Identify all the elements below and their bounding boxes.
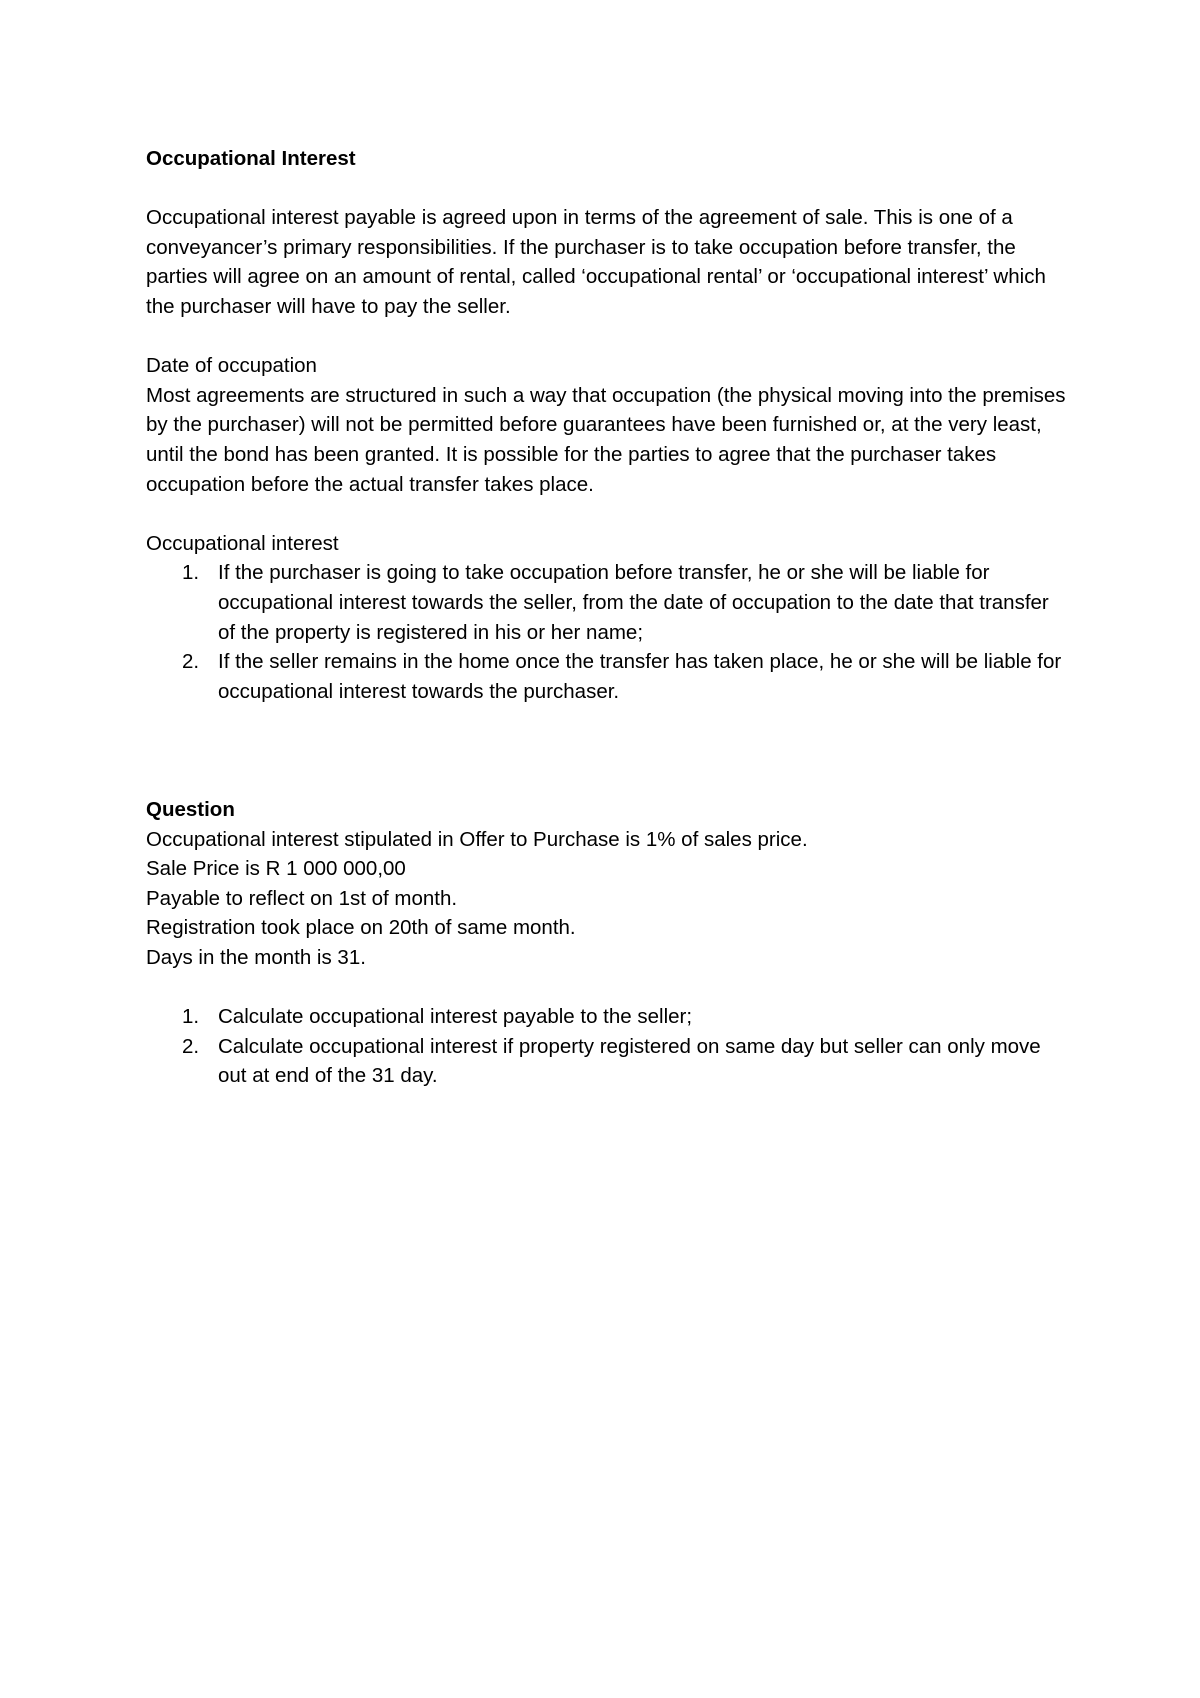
occupational-interest-heading: Occupational interest (146, 531, 339, 555)
task-item-number: 2. (182, 1034, 200, 1058)
list-item (146, 558, 1066, 647)
list-item-number: 1. (182, 561, 200, 585)
question-line: Sale Price is R 1 000 000,00 (146, 857, 406, 881)
task-list (146, 1002, 1066, 1091)
date-of-occupation-heading: Date of occupation (146, 354, 317, 378)
task-item (146, 1002, 1066, 1032)
list-item-text: If the seller remains in the home once the transfer has taken place, he or she will be liable for occupational interest towards the purchaser. (218, 650, 1062, 703)
list-item-number: 2. (182, 650, 200, 674)
task-item (146, 1032, 1066, 1091)
document-title: Occupational Interest (146, 147, 356, 170)
task-item-text: Calculate occupational interest payable to the seller; (218, 1005, 693, 1029)
date-of-occupation-paragraph: Most agreements are structured in such a way that occupation (the physical moving into the premises by the purchaser) will not be permitted before guarantees have been furnished or, at the very least, until the bond has been granted. It is possible for the parties to agree that the purchaser takes occupation before the actual transfer takes place. (146, 383, 1066, 496)
question-heading: Question (146, 798, 235, 822)
question-line: Occupational interest stipulated in Offer to Purchase is 1% of sales price. (146, 827, 808, 851)
occupational-interest-list (146, 558, 1066, 706)
question-line: Days in the month is 31. (146, 946, 366, 970)
list-item (146, 647, 1066, 706)
task-item-number: 1. (182, 1005, 200, 1029)
document-body (146, 144, 1066, 1091)
intro-paragraph: Occupational interest payable is agreed upon in terms of the agreement of sale. This is one of a conveyancer’s primary responsibilities. If the purchaser is to take occupation before transfer, the parties will agree on an amount of rental, called ‘occupational rental’ or ‘occupational interest’ which the purchaser will have to pay the seller. (146, 206, 1046, 318)
question-line: Registration took place on 20th of same month. (146, 916, 576, 940)
question-line: Payable to reflect on 1st of month. (146, 886, 458, 910)
list-item-text: If the purchaser is going to take occupation before transfer, he or she will be liable for occupational interest towards the seller, from the date of occupation to the date that transfer of the property is registered in his or her name; (218, 561, 1049, 644)
task-item-text: Calculate occupational interest if property registered on same day but seller can only move out at end of the 31 day. (218, 1034, 1041, 1088)
